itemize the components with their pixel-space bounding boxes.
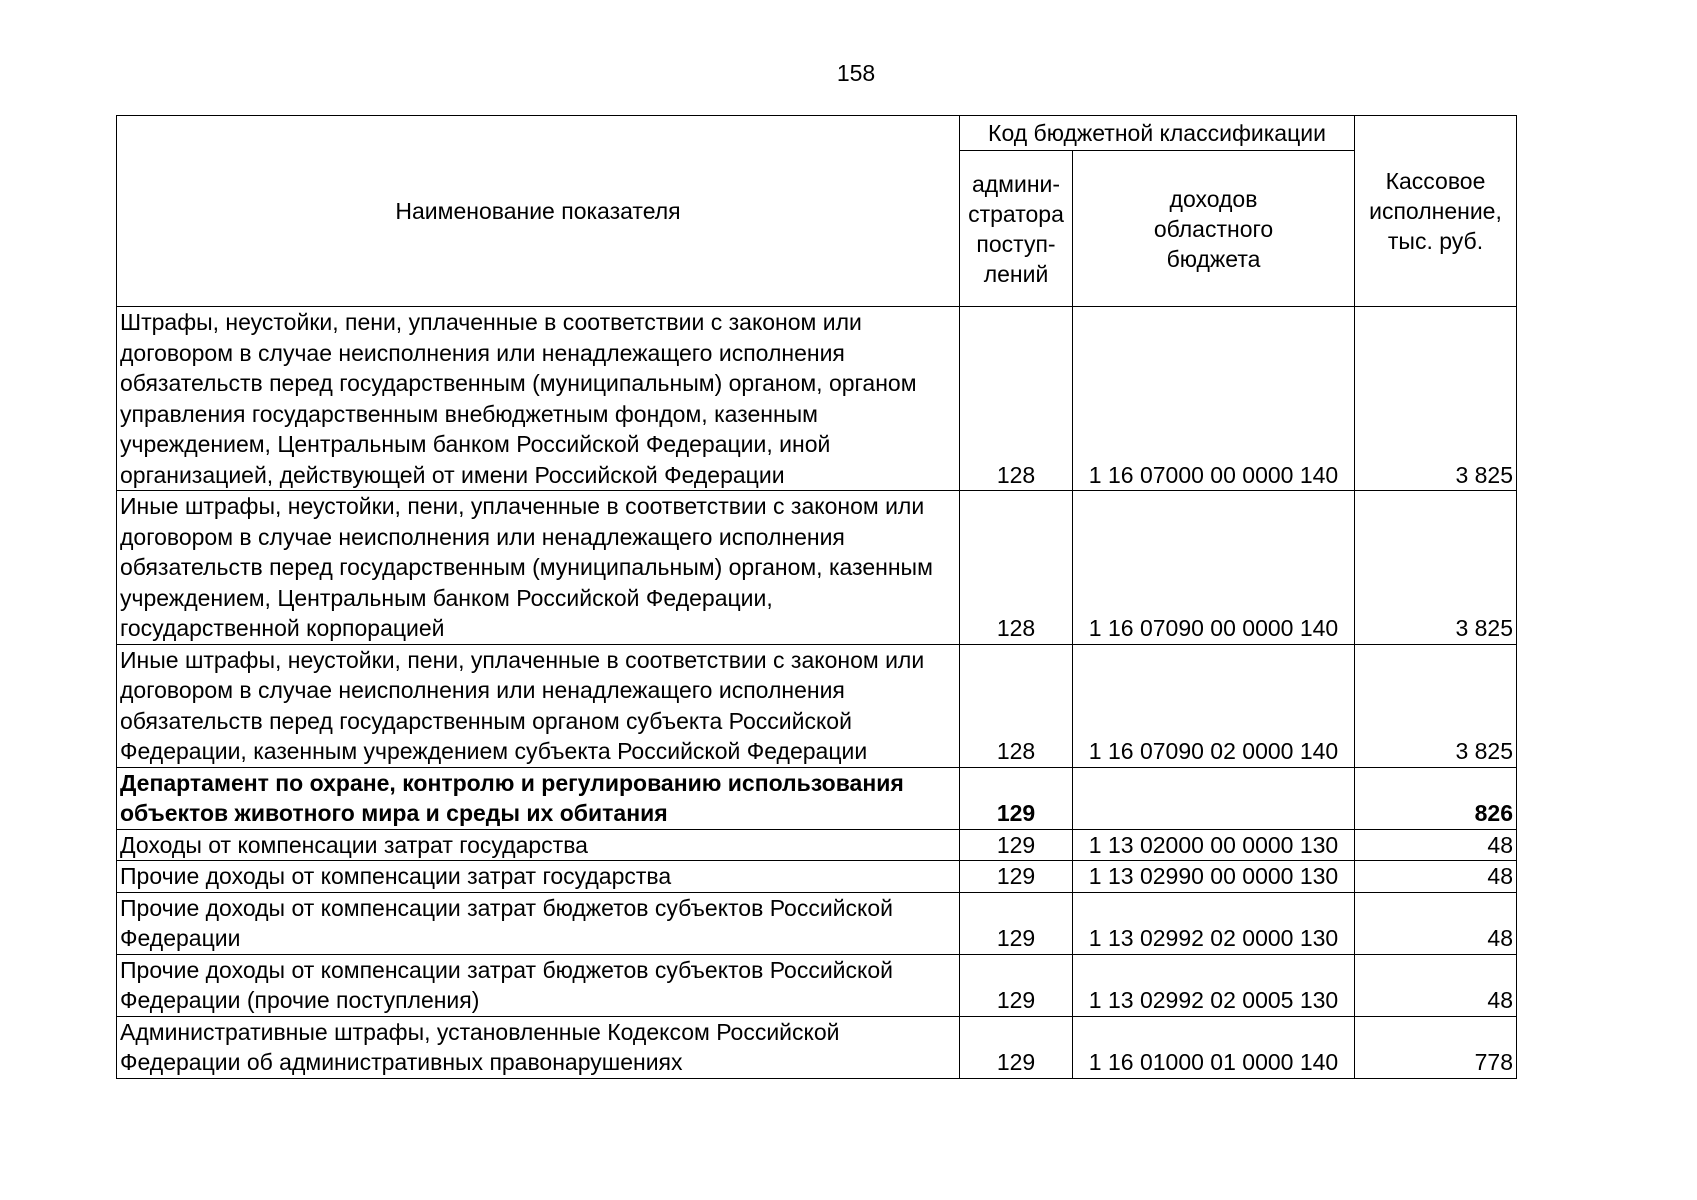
row-code-cell: 1 13 02992 02 0000 130 bbox=[1073, 892, 1355, 954]
header-income bbox=[1073, 151, 1355, 307]
row-admin-cell: 129 bbox=[960, 1016, 1073, 1078]
row-amount-cell: 3 825 bbox=[1355, 307, 1517, 491]
row-admin-cell: 129 bbox=[960, 829, 1073, 861]
row-amount-cell: 778 bbox=[1355, 1016, 1517, 1078]
table-row bbox=[117, 767, 1517, 829]
row-amount-cell: 3 825 bbox=[1355, 644, 1517, 767]
header-code-group: Код бюджетной классификации bbox=[960, 116, 1355, 151]
row-name-cell: Прочие доходы от компенсации затрат государства bbox=[117, 861, 960, 893]
row-code-cell: 1 16 07000 00 0000 140 bbox=[1073, 307, 1355, 491]
table-row bbox=[117, 307, 1517, 491]
page-number: 158 bbox=[836, 60, 876, 86]
table-row bbox=[117, 491, 1517, 645]
row-code-cell: 1 16 01000 01 0000 140 bbox=[1073, 1016, 1355, 1078]
row-amount-cell: 48 bbox=[1355, 861, 1517, 893]
table-row bbox=[117, 644, 1517, 767]
row-admin-cell: 128 bbox=[960, 307, 1073, 491]
table-row bbox=[117, 892, 1517, 954]
header-amount bbox=[1355, 116, 1517, 307]
header-income-text: доходов областного бюджета bbox=[1153, 185, 1274, 272]
row-code-cell: 1 16 07090 02 0000 140 bbox=[1073, 644, 1355, 767]
table-row bbox=[117, 954, 1517, 1016]
row-name-cell: Прочие доходы от компенсации затрат бюджетов субъектов Российской Федерации (прочие поступления) bbox=[117, 954, 960, 1016]
row-name-cell: Иные штрафы, неустойки, пени, уплаченные в соответствии с законом или договором в случае неисполнения или ненадлежащего исполнения обязательств перед государственным (муниципальным) органом, казенным учреждением, Центральным банком Российской Федерации, государственной корпорацией bbox=[117, 491, 960, 645]
row-admin-cell: 129 bbox=[960, 861, 1073, 893]
row-name-cell: Прочие доходы от компенсации затрат бюджетов субъектов Российской Федерации bbox=[117, 892, 960, 954]
row-amount-cell: 48 bbox=[1355, 892, 1517, 954]
row-name-cell: Административные штрафы, установленные Кодексом Российской Федерации об административных правонарушениях bbox=[117, 1016, 960, 1078]
row-admin-cell: 128 bbox=[960, 491, 1073, 645]
table-row bbox=[117, 1016, 1517, 1078]
table-row bbox=[117, 829, 1517, 861]
header-admin bbox=[960, 151, 1073, 307]
row-code-cell: 1 13 02990 00 0000 130 bbox=[1073, 861, 1355, 893]
row-code-cell: 1 16 07090 00 0000 140 bbox=[1073, 491, 1355, 645]
header-admin-text: админи- стратора поступ- лений bbox=[968, 170, 1064, 287]
row-admin-cell: 128 bbox=[960, 644, 1073, 767]
row-amount-cell: 826 bbox=[1355, 767, 1517, 829]
row-code-cell: 1 13 02992 02 0005 130 bbox=[1073, 954, 1355, 1016]
row-code-cell bbox=[1073, 767, 1355, 829]
header-name: Наименование показателя bbox=[117, 116, 960, 307]
row-amount-cell: 3 825 bbox=[1355, 491, 1517, 645]
row-name-cell: Иные штрафы, неустойки, пени, уплаченные в соответствии с законом или договором в случае неисполнения или ненадлежащего исполнения обязательств перед государственным органом субъекта Российской Федерации, казенным учреждением субъекта Российской Федерации bbox=[117, 644, 960, 767]
row-admin-cell: 129 bbox=[960, 767, 1073, 829]
row-admin-cell: 129 bbox=[960, 892, 1073, 954]
table-header bbox=[117, 116, 1517, 307]
table-body bbox=[117, 307, 1517, 1079]
row-amount-cell: 48 bbox=[1355, 954, 1517, 1016]
row-name-cell: Доходы от компенсации затрат государства bbox=[117, 829, 960, 861]
row-name-cell: Штрафы, неустойки, пени, уплаченные в соответствии с законом или договором в случае неисполнения или ненадлежащего исполнения обязательств перед государственным (муниципальным) органом, органом управления государственным внебюджетным фондом, казенным учреждением, Центральным банком Российской Федерации, иной организацией, действующей от имени Российской Федерации bbox=[117, 307, 960, 491]
row-amount-cell: 48 bbox=[1355, 829, 1517, 861]
row-code-cell: 1 13 02000 00 0000 130 bbox=[1073, 829, 1355, 861]
row-name-cell: Департамент по охране, контролю и регулированию использования объектов животного мира и среды их обитания bbox=[117, 767, 960, 829]
table-row bbox=[117, 861, 1517, 893]
row-admin-cell: 129 bbox=[960, 954, 1073, 1016]
header-amount-text: Кассовое исполнение, тыс. руб. bbox=[1369, 168, 1502, 254]
budget-table bbox=[116, 115, 1517, 1079]
